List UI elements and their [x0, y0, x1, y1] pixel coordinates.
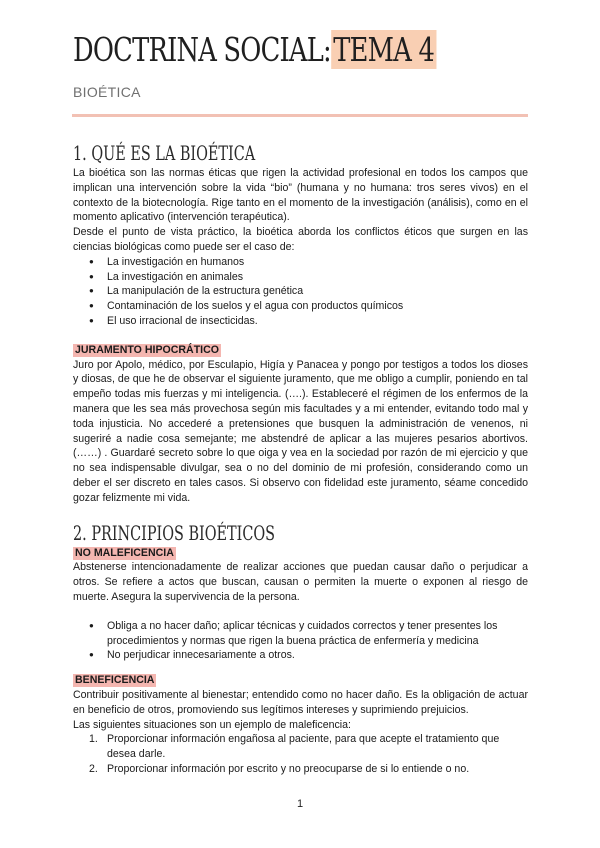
- list-item-text: Proporcionar información por escrito y no preocuparse de si lo entiende o no.: [107, 762, 470, 775]
- section-heading-1: 1. QUÉ ES LA BIOÉTICA: [73, 141, 256, 165]
- document-body: [73, 140, 528, 777]
- list-item: ● Contaminación de los suelos y el agua con productos químicos: [73, 299, 528, 314]
- juramento-label: JURAMENTO HIPOCRÁTICO: [75, 343, 220, 356]
- beneficencia-list: [73, 732, 528, 776]
- list-item: ● No perjudicar innecesariamente a otros.: [73, 648, 528, 663]
- no-maleficencia-list: [73, 619, 528, 663]
- list-item: ● La investigación en animales: [73, 270, 528, 285]
- juramento-text: Juro por Apolo, médico, por Esculapio, Higía y Panacea y pongo por testigos a todos los dioses y diosas, de que he de observar el siguiente juramento, que me obligo a cumplir, poniendo en tal empeño todas mis fuerzas y mi inteligencia. (….). Estableceré el régimen de los enfermos de la manera que les sea más provechosa según mis facultades y a mi entender, evitando todo mal y toda injusticia. No accederé a pretensiones que busquen la administración de venenos, ni sugeriré a nadie cosa semejante; me abstendré de aplicar a las mujeres pesarios abortivos. (……) . Guardaré secreto sobre lo que oiga y vea en la sociedad por razón de mi ejercicio y que no sea indispensable divulgar, sea o no del dominio de mi profesión, considerando como un deber el ser discreto en tales casos. Si observo con fidelidad este juramento, séame concedido gozar felizmente mi vida.: [73, 358, 528, 504]
- list-item: ● La investigación en humanos: [73, 255, 528, 270]
- list-number: 1.: [89, 733, 98, 746]
- section1-paragraph-1: La bioética son las normas éticas que rigen la actividad profesional en todos los campos que implican una intervención sobre la vida “bio” (humana y no humana: tros seres vivos) en el contexto de la biotecnología. Rige tanto en el momento de la investigación (análisis), como en el momento aplicativo (intervención terapéutica).: [73, 167, 528, 224]
- no-maleficencia-text: Abstenerse intencionadamente de realizar acciones que puedan causar daño o perjudicar a otros. Se refiere a actos que buscan, causan o permiten la muerte o exponen al riesgo de muerte. Asegura la supervivencia de la persona.: [73, 561, 528, 603]
- no-maleficencia-label: NO MALEFICENCIA: [75, 546, 174, 559]
- beneficencia-label: BENEFICENCIA: [75, 674, 155, 687]
- title-highlight: TEMA 4: [331, 30, 436, 69]
- list-item-text: Proporcionar información engañosa al paciente, para que acepte el tratamiento que desea darle.: [107, 733, 500, 761]
- title-main: DOCTRINA SOCIAL:: [73, 30, 331, 69]
- beneficencia-text: Contribuir positivamente al bienestar; entendido como no hacer daño. Es la obligación de actuar en beneficio de otros, promoviendo sus legítimos intereses y suprimiendo prejuicios.: [73, 688, 528, 716]
- list-number: 2.: [89, 762, 98, 775]
- page-number: 1: [296, 798, 304, 810]
- list-item: ● La manipulación de la estructura genética: [73, 284, 528, 299]
- list-item: ● El uso irracional de insecticidas.: [73, 314, 528, 329]
- header-divider: [72, 114, 528, 117]
- section1-paragraph-2: Desde el punto de vista práctico, la bioética aborda los conflictos éticos que surgen en las ciencias biológicas como puede ser el caso de:: [73, 226, 528, 253]
- page-title: [73, 26, 436, 74]
- list-item: [73, 732, 528, 762]
- beneficencia-text-2: Las siguientes situaciones son un ejemplo de maleficencia:: [73, 718, 351, 731]
- list-item: ● Obliga a no hacer daño; aplicar técnicas y cuidados correctos y tener presentes los procedimientos y normas que rigen la buena práctica de enfermería y medicina: [73, 619, 528, 649]
- list-item: [73, 762, 528, 777]
- section1-list: [73, 255, 528, 329]
- page-subtitle: BIOÉTICA: [73, 84, 141, 100]
- section-heading-2: 2. PRINCIPIOS BIOÉTICOS: [73, 520, 276, 545]
